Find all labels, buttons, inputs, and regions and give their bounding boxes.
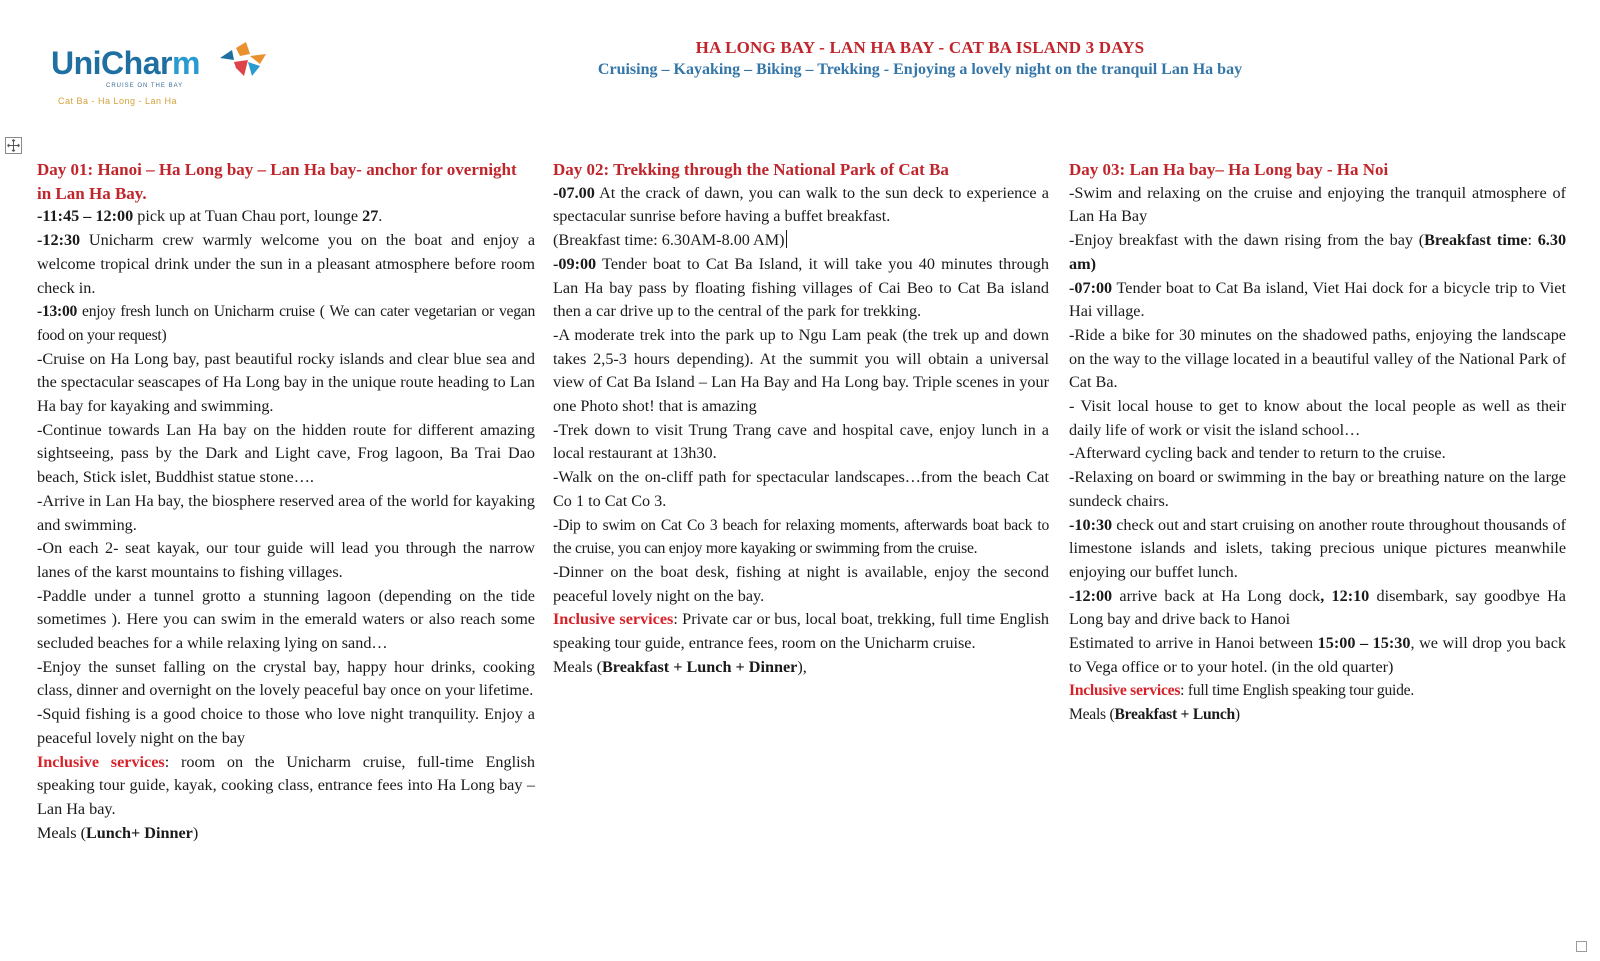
day2-item: -Dinner on the boat desk, fishing at night is available, enjoy the second peaceful lovely night on the bay. [553,562,1049,605]
logo-places: Cat Ba - Ha Long - Lan Ha [58,96,178,106]
table-move-handle[interactable] [5,137,22,154]
day3-meals: Meals (Breakfast + Lunch) [1069,706,1240,724]
day1-item: -13:00 enjoy fresh lunch on Unicharm cruise ( We can cater vegetarian or vegan food on your request) [37,303,535,344]
day3-item: - Visit local house to get to know about the local people as well as their daily life of work or visit the island school… [1069,397,1566,439]
day1-item: -Enjoy the sunset falling on the crystal bay, happy hour drinks, cooking class, dinner and overnight on the lovely peaceful bay once on your lifetime. [37,657,535,700]
day3-item: -12:00 arrive back at Ha Long dock, 12:10 disembark, say goodbye Ha Long bay and drive back to Hanoi [1069,586,1566,629]
day3-item: -07:00 Tender boat to Cat Ba island, Viet Hai dock for a bicycle trip to Viet Hai village. [1069,278,1566,321]
day3-inclusive: Inclusive services: full time English speaking tour guide. [1069,682,1414,700]
day1-item: -Cruise on Ha Long bay, past beautiful rocky islands and clear blue sea and the spectacular seascapes of Ha Long bay in the unique route heading to Lan Ha bay for kayaking and swimming. [37,349,535,416]
day3-item: -Ride a bike for 30 minutes on the shadowed paths, enjoying the landscape on the way to the village located in a beautiful valley of the National Park of Cat Ba. [1069,325,1566,392]
day2-meals: Meals (Breakfast + Lunch + Dinner), [553,657,807,676]
unicharm-logo [48,38,268,110]
logo-wordmark: UniCharm [51,45,200,81]
logo-tagline: CRUISE ON THE BAY [106,83,184,89]
day1-inclusive: Inclusive services: room on the Unicharm cruise, full-time English speaking tour guide, kayak, cooking class, entrance fees into Ha Long bay – Lan Ha bay. [37,752,535,818]
day1-item: -On each 2- seat kayak, our tour guide will lead you through the narrow lanes of the karst mountains to fishing villages. [37,539,535,581]
day1-item: -Squid fishing is a good choice to those who love night tranquility. Enjoy a peaceful lovely night on the bay [37,705,535,747]
day2-item: -Walk on the on-cliff path for spectacular landscapes…from the beach Cat Co 1 to Cat Co 3. [553,468,1049,510]
day1-title: Day 01: Hanoi – Ha Long bay – Lan Ha bay- anchor for overnight in Lan Ha Bay. [37,160,517,203]
day1-item: -Arrive in Lan Ha bay, the biosphere reserved area of the world for kayaking and swimming. [37,491,535,534]
move-cross-icon [7,139,20,152]
tour-subtitle: Cruising – Kayaking – Biking – Trekking - Enjoying a lovely night on the tranquil Lan Ha bay [597,61,1243,78]
day1-item: -12:30 Unicharm crew warmly welcome you on the boat and enjoy a welcome tropical drink under the sun in a pleasant atmosphere before room check in. [37,231,535,297]
day2-item: (Breakfast time: 6.30AM-8.00 AM) [553,231,785,250]
text-cursor [786,230,787,248]
day2-item: -Dip to swim on Cat Co 3 beach for relaxing moments, afterwards boat back to the cruise, you can enjoy more kayaking or swimming from the cruise. [553,516,1049,558]
day2-item: -A moderate trek into the park up to Ngu Lam peak (the trek up and down takes 2,5-3 hours depending). At the summit you will obtain a universal view of Cat Ba Island – Lan Ha Bay and Ha Long bay. Triple scenes in your one Photo shot! that is amazing [553,325,1049,416]
day2-title: Day 02: Trekking through the National Park of Cat Ba [553,160,949,179]
document-header [520,37,1320,81]
day2-item: -Trek down to visit Trung Trang cave and hospital cave, enjoy lunch in a local restaurant at 13h30. [553,420,1049,463]
day3-item: Estimated to arrive in Hanoi between 15:00 – 15:30, we will drop you back to Vega office or to your hotel. (in the old quarter) [1069,634,1566,676]
logo-flower-icon [210,42,268,78]
day3-item: -Swim and relaxing on the cruise and enjoying the tranquil atmosphere of Lan Ha Bay [1069,183,1566,226]
day3-item: -Afterward cycling back and tender to return to the cruise. [1069,444,1446,463]
day1-column [37,158,535,845]
day3-item: -Enjoy breakfast with the dawn rising from the bay (Breakfast time: 6.30 am) [1069,231,1567,273]
day3-column [1069,158,1566,727]
day1-meals: Meals (Lunch+ Dinner) [37,823,199,842]
day2-column [553,158,1049,679]
tour-title: HA LONG BAY - LAN HA BAY - CAT BA ISLAND 3 DAYS [695,38,1145,57]
table-resize-handle[interactable] [1576,941,1587,952]
day3-item: -Relaxing on board or swimming in the bay or breathing nature on the large sundeck chairs. [1069,468,1566,510]
day1-item: -11:45 – 12:00 pick up at Tuan Chau port, lounge 27. [37,207,383,226]
day1-item: -Continue towards Lan Ha bay on the hidden route for different amazing sightseeing, pass by the Dark and Light cave, Frog lagoon, Ba Trai Dao beach, Stick islet, Buddhist statue stone…. [37,420,535,487]
day1-item: -Paddle under a tunnel grotto a stunning lagoon (depending on the tide sometimes ). Here you can swim in the emerald waters or also reach some secluded beaches for a while relaxing lying on sand… [37,586,535,653]
day2-item: -07.00 At the crack of dawn, you can walk to the sun deck to experience a spectacular sunrise before having a buffet breakfast. [553,183,1049,226]
day3-title: Day 03: Lan Ha bay– Ha Long bay - Ha Noi [1069,160,1389,179]
day2-item: -09:00 Tender boat to Cat Ba Island, it will take you 40 minutes through Lan Ha bay pass by floating fishing villages of Cai Beo to Cat Ba island then a car drive up to the central of the park for trekking. [553,254,1049,321]
day3-item: -10:30 check out and start cruising on another route throughout thousands of limestone islands and islets, taking precious unique pictures meanwhile enjoying our buffet lunch. [1069,515,1566,581]
day2-inclusive: Inclusive services: Private car or bus, local boat, trekking, full time English speaking tour guide, entrance fees, room on the Unicharm cruise. [553,610,1049,653]
